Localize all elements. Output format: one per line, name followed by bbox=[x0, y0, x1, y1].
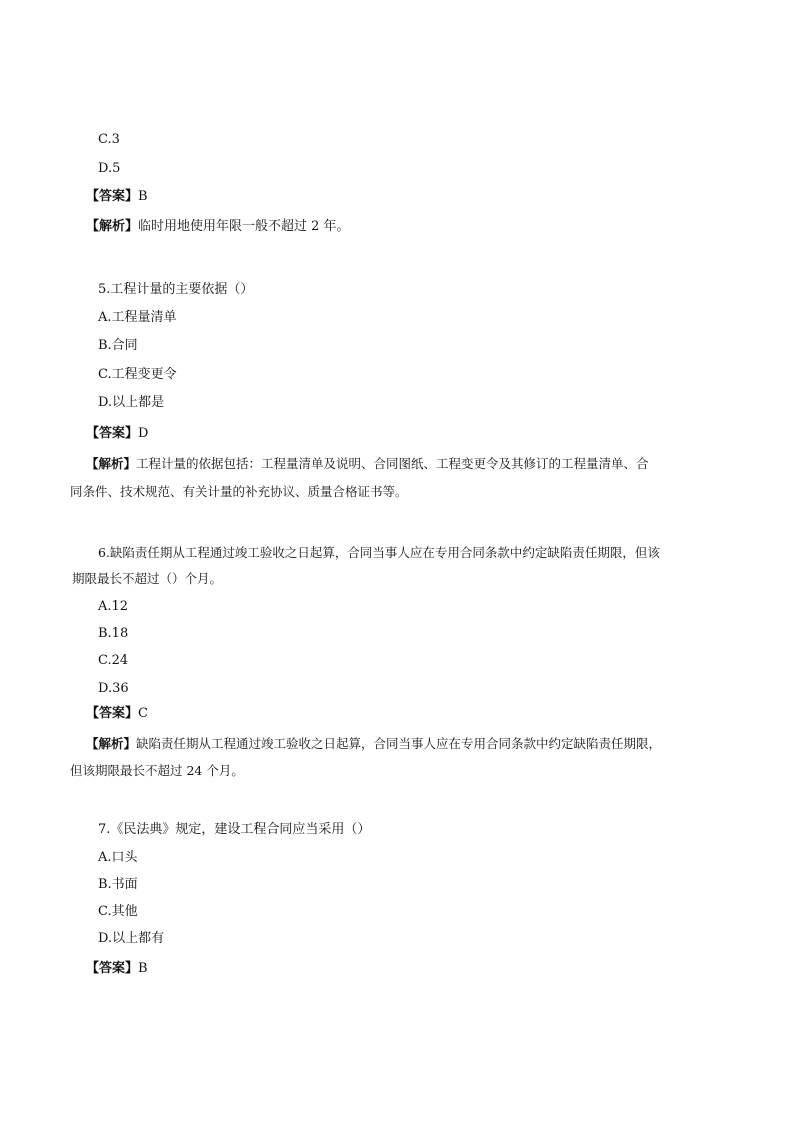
answer bbox=[86, 961, 148, 977]
question-7: 7.《民法典》规定，建设工程合同应当采用（） bbox=[98, 822, 371, 837]
explanation-continued: 但该期限最长不超过 24 个月。 bbox=[70, 763, 244, 778]
option-b: B.合同 bbox=[98, 338, 138, 353]
explanation-text: 缺陷责任期从工程通过竣工验收之日起算，合同当事人应在专用合同条款中约定缺陷责任期限， bbox=[136, 736, 662, 751]
answer-label: 【答案】 bbox=[86, 961, 139, 976]
option-c: C.其他 bbox=[98, 904, 138, 919]
explanation-label: 【解析】 bbox=[86, 736, 137, 751]
option-a: A.12 bbox=[98, 599, 129, 614]
option-d: D.以上都有 bbox=[98, 931, 165, 946]
answer-label: 【答案】 bbox=[86, 189, 139, 204]
option-c: C.工程变更令 bbox=[98, 367, 177, 382]
option-b: B.18 bbox=[98, 626, 129, 641]
option-d: D.以上都是 bbox=[98, 395, 165, 410]
answer-value: D bbox=[138, 426, 149, 441]
question-6-line-2: 期限最长不超过（）个月。 bbox=[72, 571, 223, 586]
option-a: A.口头 bbox=[98, 850, 138, 865]
answer-value: C bbox=[138, 706, 148, 721]
answer bbox=[86, 706, 148, 722]
explanation bbox=[86, 456, 649, 472]
explanation-label: 【解析】 bbox=[86, 219, 139, 234]
option-d: D.5 bbox=[98, 161, 121, 176]
explanation-text: 工程计量的依据包括：工程量清单及说明、合同图纸、工程变更令及其修订的工程量清单、合 bbox=[136, 456, 649, 471]
answer-label: 【答案】 bbox=[86, 426, 139, 441]
answer-value: B bbox=[138, 961, 148, 976]
question-5: 5.工程计量的主要依据（） bbox=[98, 282, 254, 297]
question-6-line-1: 6.缺陷责任期从工程通过竣工验收之日起算，合同当事人应在专用合同条款中约定缺陷责任期限，但该 bbox=[98, 545, 660, 560]
answer-label: 【答案】 bbox=[86, 706, 139, 721]
explanation-continued: 同条件、技术规范、有关计量的补充协议、质量合格证书等。 bbox=[70, 484, 408, 499]
option-b: B.书面 bbox=[98, 877, 138, 892]
option-d: D.36 bbox=[98, 681, 129, 696]
explanation-text: 临时用地使用年限一般不超过 2 年。 bbox=[138, 219, 350, 234]
explanation-label: 【解析】 bbox=[86, 456, 137, 471]
answer-value: B bbox=[138, 189, 148, 204]
option-c: C.3 bbox=[98, 132, 120, 147]
option-a: A.工程量清单 bbox=[98, 310, 177, 325]
explanation bbox=[86, 219, 350, 235]
option-c: C.24 bbox=[98, 653, 129, 668]
explanation bbox=[86, 736, 661, 752]
answer bbox=[86, 189, 148, 205]
answer bbox=[86, 426, 148, 442]
